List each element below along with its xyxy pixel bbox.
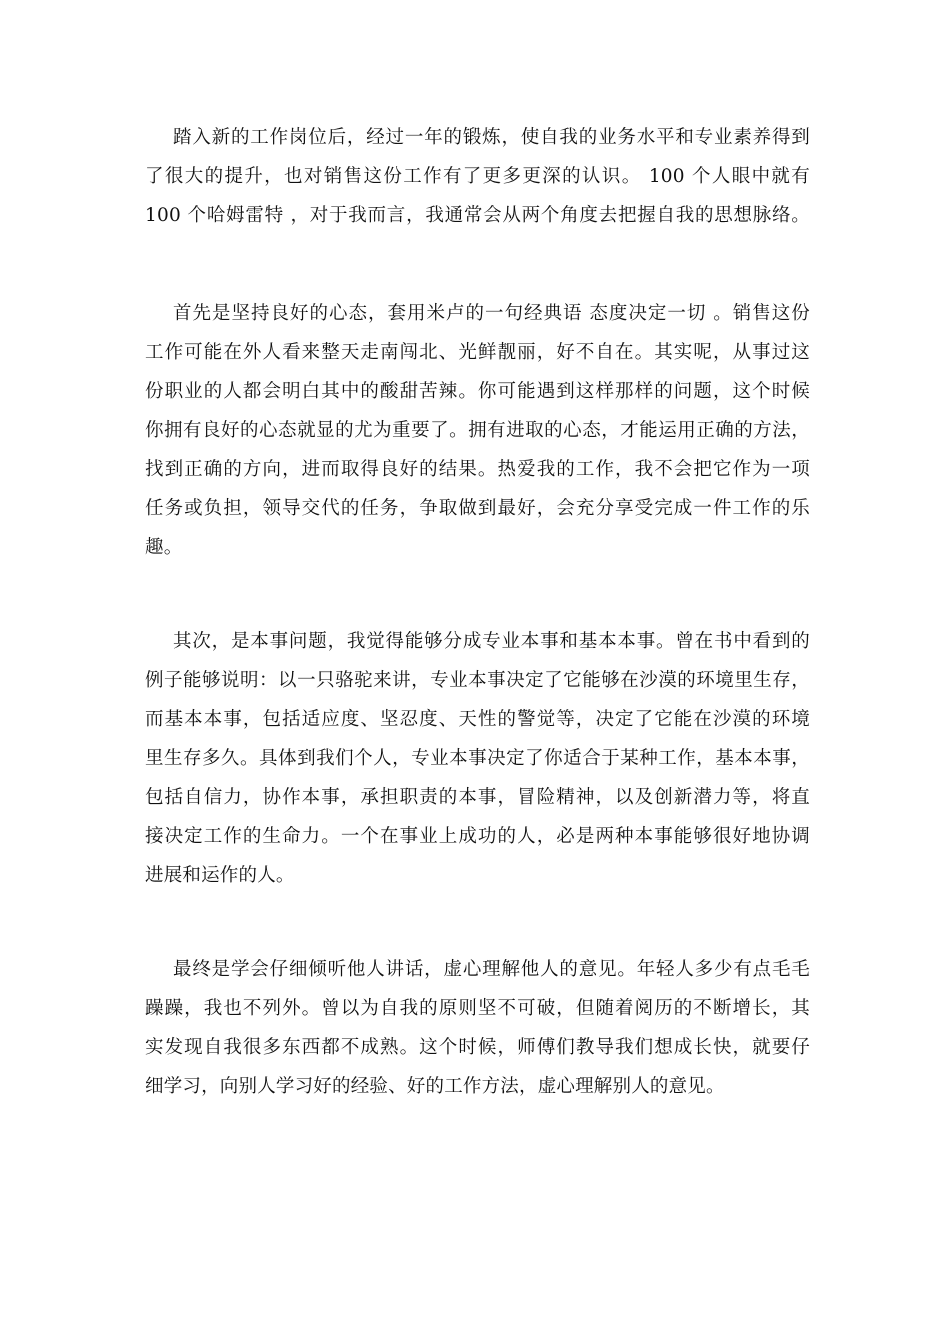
paragraph-line: 踏入新的工作岗位后，经过一年的锻炼，使自我的业务水平和专业素养得到	[173, 127, 810, 148]
paragraph-line: 里生存多久。具体到我们个人，专业本事决定了你适合于某种工作，基本本事，	[145, 748, 810, 769]
paragraph-line: 趣。	[145, 537, 183, 558]
paragraph-line: 份职业的人都会明白其中的酸甜苦辣。你可能遇到这样那样的问题，这个时候	[145, 381, 810, 402]
paragraph-line: 任务或负担，领导交代的任务，争取做到最好，会充分享受完成一件工作的乐	[145, 498, 810, 519]
paragraph-line: 进展和运作的人。	[145, 865, 295, 886]
paragraph-line: 首先是坚持良好的心态，套用米卢的一句经典语 态度决定一切 。销售这份	[173, 303, 810, 324]
paragraph-line: 接决定工作的生命力。一个在事业上成功的人，必是两种本事能够很好地协调	[145, 826, 810, 847]
paragraph-1	[145, 118, 810, 235]
paragraph-line: 例子能够说明：以一只骆驼来讲，专业本事决定了它能够在沙漠的环境里生存，	[145, 670, 810, 691]
paragraph-line: 你拥有良好的心态就显的尤为重要了。拥有进取的心态，才能运用正确的方法，	[145, 420, 810, 441]
paragraph-line: 其次，是本事问题，我觉得能够分成专业本事和基本本事。曾在书中看到的	[173, 631, 810, 652]
paragraph-line: 工作可能在外人看来整天走南闯北、光鲜靓丽，好不自在。其实呢，从事过这	[145, 342, 810, 363]
paragraph-line: 100 个哈姆雷特 ，对于我而言，我通常会从两个角度去把握自我的思想脉络。	[145, 205, 810, 226]
paragraph-2	[145, 294, 810, 567]
paragraph-line: 实发现自我很多东西都不成熟。这个时候，师傅们教导我们想成长快，就要仔	[145, 1037, 810, 1058]
paragraph-line: 了很大的提升，也对销售这份工作有了更多更深的认识。 100 个人眼中就有	[145, 166, 810, 187]
paragraph-4	[145, 950, 810, 1106]
paragraph-line: 包括自信力，协作本事，承担职责的本事，冒险精神，以及创新潜力等，将直	[145, 787, 810, 808]
paragraph-line: 最终是学会仔细倾听他人讲话，虚心理解他人的意见。年轻人多少有点毛毛	[173, 959, 810, 980]
paragraph-line: 而基本本事，包括适应度、坚忍度、天性的警觉等，决定了它能在沙漠的环境	[145, 709, 810, 730]
paragraph-line: 躁躁，我也不列外。曾以为自我的原则坚不可破，但随着阅历的不断增长，其	[145, 998, 810, 1019]
paragraph-3	[145, 622, 810, 895]
paragraph-line: 找到正确的方向，进而取得良好的结果。热爱我的工作，我不会把它作为一项	[145, 459, 810, 480]
paragraph-line: 细学习，向别人学习好的经验、好的工作方法，虚心理解别人的意见。	[145, 1076, 725, 1097]
